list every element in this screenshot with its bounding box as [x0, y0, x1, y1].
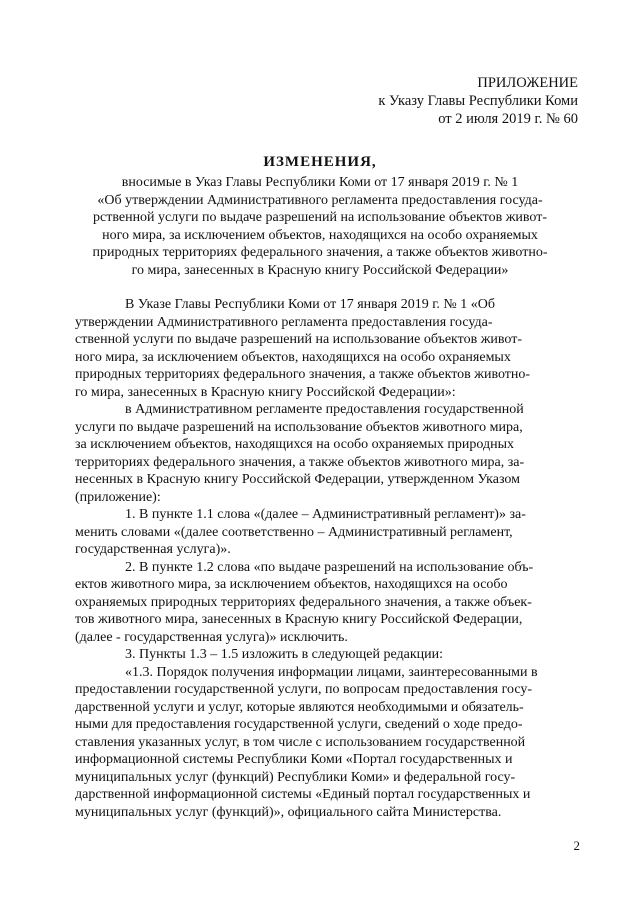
- appendix-header: [378, 74, 578, 128]
- subtitle-line: го мира, занесенных в Красную книгу Российской Федерации»: [131, 262, 509, 278]
- body-line: за исключением объектов, находящихся на особо охраняемых природных: [75, 437, 514, 452]
- document-body: [75, 296, 585, 821]
- body-line: «1.3. Порядок получения информации лицами, заинтересованными в: [125, 664, 538, 680]
- body-line: (приложение):: [75, 489, 161, 505]
- body-line: дарственной услуги и услуг, которые являются необходимыми и обязатель-: [75, 699, 524, 715]
- body-line: менить словами «(далее соответственно – Административный регламент,: [75, 524, 513, 540]
- body-line: природных территориях федерального значения, а также объектов животно-: [75, 367, 531, 382]
- subtitle-line: «Об утверждении Административного регламента предоставления госуда-: [97, 192, 543, 208]
- body-line: охраняемых природных территориях федерального значения, а также объек-: [75, 594, 532, 610]
- subtitle-line: вносимые в Указ Главы Республики Коми от 17 января 2019 г. № 1: [121, 175, 519, 190]
- body-line: предоставлении государственной услуги, по вопросам предоставления госу-: [75, 682, 533, 697]
- body-line: В Указе Главы Республики Коми от 17 января 2019 г. № 1 «Об: [125, 297, 495, 312]
- page-number: 2: [573, 838, 580, 853]
- header-line-3: от 2 июля 2019 г. № 60: [438, 111, 578, 127]
- body-line: тов животного мира, занесенных в Красную книгу Российской Федерации,: [75, 612, 523, 627]
- header-line-2: к Указу Главы Республики Коми: [378, 93, 578, 109]
- body-line: ставления указанных услуг, в том числе с использованием государственной: [75, 734, 526, 750]
- body-line: ного мира, за исключением объектов, находящихся на особо охраняемых: [75, 349, 511, 365]
- body-line: ектов животного мира, за исключением объектов, находящихся на особо: [75, 577, 508, 592]
- document-title: ИЗМЕНЕНИЯ,: [263, 154, 377, 170]
- body-line: ными для предоставления государственной услуги, сведений о ходе предо-: [75, 717, 523, 732]
- body-line: го мира, занесенных в Красную книгу Российской Федерации»:: [75, 384, 456, 400]
- body-line: несенных в Красную книгу Российской Федерации, утвержденном Указом: [75, 472, 520, 487]
- body-line: территориях федерального значения, а также объектов животного мира, за-: [75, 454, 525, 470]
- body-line: государственная услуга)».: [75, 542, 231, 557]
- body-line: ственной услуги по выдаче разрешений на использование объектов живот-: [75, 332, 522, 347]
- body-line: муниципальных услуг (функций) Республики Коми» и федеральной госу-: [75, 769, 516, 785]
- body-line: услуги по выдаче разрешений на использование объектов животного мира,: [75, 419, 523, 435]
- body-line: (далее - государственная услуга)» исключить.: [75, 629, 348, 645]
- subtitle-line: рственной услуги по выдаче разрешений на использование объектов живот-: [93, 210, 547, 225]
- body-line: утверждении Административного регламента предоставления госуда-: [75, 314, 493, 330]
- subtitle-line: ного мира, за исключением объектов, находящихся на особо охраняемых: [102, 227, 538, 243]
- body-line: в Административном регламенте предоставления государственной: [125, 402, 524, 417]
- body-line: информационной системы Республики Коми «Портал государственных и: [75, 752, 513, 767]
- body-line: 1. В пункте 1.1 слова «(далее – Административный регламент)» за-: [125, 507, 526, 522]
- subtitle-line: природных территориях федерального значения, а также объектов животно-: [92, 245, 548, 260]
- body-line: 3. Пункты 1.3 – 1.5 изложить в следующей редакции:: [125, 647, 444, 662]
- document-subtitle: [60, 174, 580, 279]
- body-line: дарственной информационной системы «Единый портал государственных и: [75, 787, 531, 802]
- header-line-1: ПРИЛОЖЕНИЕ: [477, 75, 578, 91]
- body-line: муниципальных услуг (функций)», официального сайта Министерства.: [75, 804, 502, 820]
- body-line: 2. В пункте 1.2 слова «по выдаче разрешений на использование объ-: [125, 559, 534, 575]
